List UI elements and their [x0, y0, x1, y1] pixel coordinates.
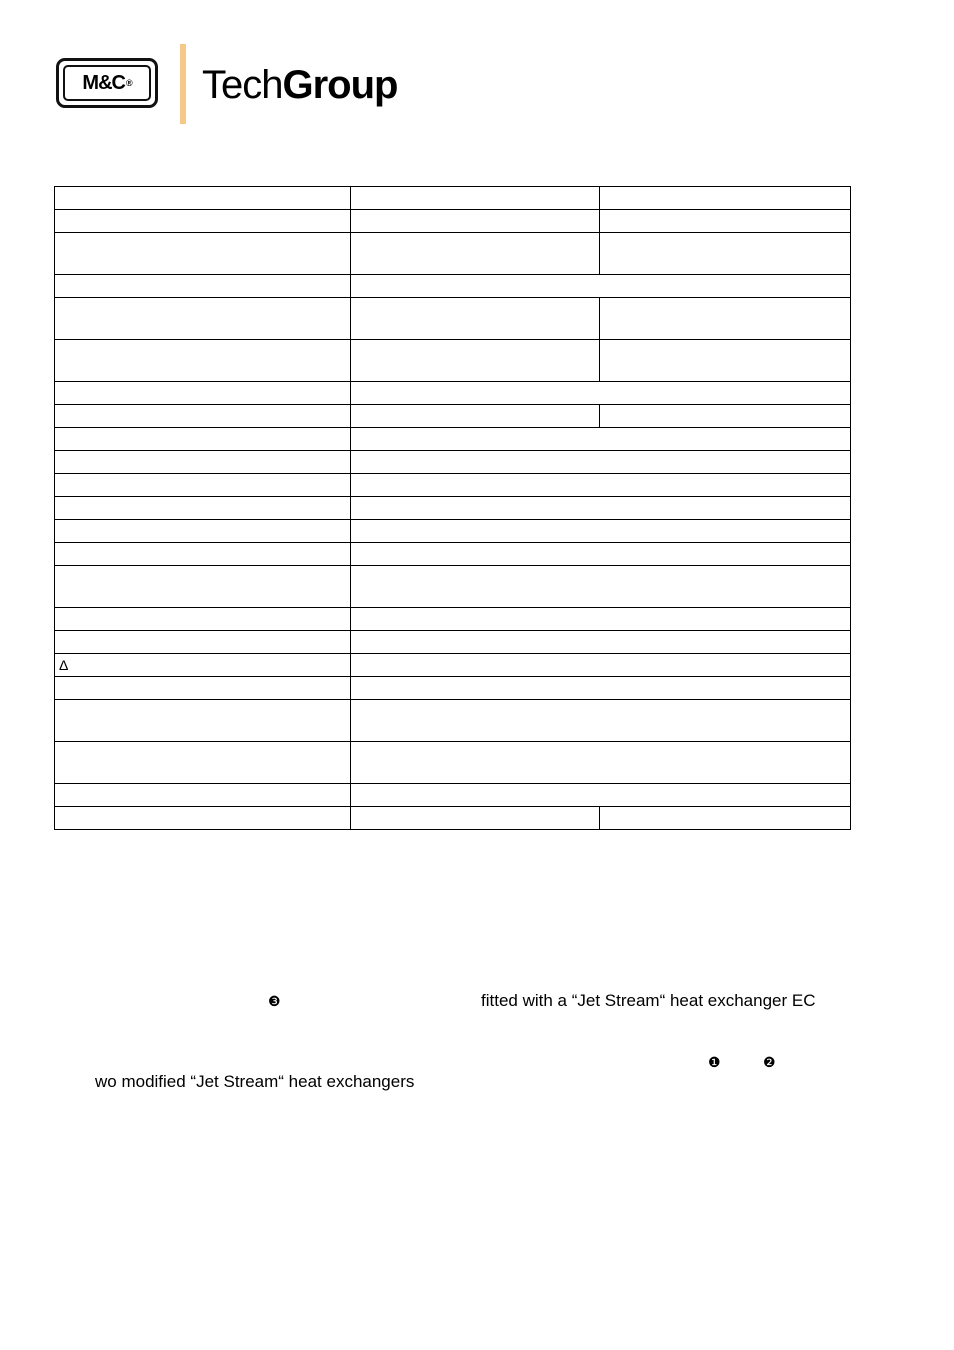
marker-3-icon: ❸	[268, 993, 281, 1009]
table-row	[55, 275, 851, 298]
table-row	[55, 497, 851, 520]
table-row	[55, 608, 851, 631]
techgroup-wordmark	[202, 60, 397, 110]
table-row	[55, 566, 851, 608]
delta-cell: Δ	[55, 654, 351, 677]
mc-logo-inner	[63, 65, 151, 101]
mc-logo	[56, 58, 158, 108]
specification-table	[54, 186, 851, 830]
table-row	[55, 677, 851, 700]
table-row	[55, 210, 851, 233]
logo-tech: Tech	[202, 63, 283, 107]
table-row	[55, 451, 851, 474]
body-line-2: wo modified “Jet Stream“ heat exchangers	[95, 1072, 415, 1091]
table-row	[55, 405, 851, 428]
table-row	[55, 807, 851, 830]
table-row	[55, 631, 851, 654]
registered-mark: ®	[125, 78, 132, 88]
table-row	[55, 700, 851, 742]
table-row	[55, 520, 851, 543]
table-row	[55, 428, 851, 451]
table-row	[55, 340, 851, 382]
marker-2-icon: ❷	[763, 1054, 776, 1070]
table-row	[55, 382, 851, 405]
table-row	[55, 187, 851, 210]
table-row	[55, 742, 851, 784]
table-row	[55, 784, 851, 807]
table-row	[55, 543, 851, 566]
table-row	[55, 654, 851, 677]
table-row	[55, 474, 851, 497]
body-line-1: fitted with a “Jet Stream“ heat exchanger EC	[481, 991, 816, 1010]
logo-divider-bar	[180, 44, 186, 124]
logo-brand: M&C	[82, 71, 125, 94]
logo-group: Group	[282, 63, 398, 107]
table-row	[55, 298, 851, 340]
marker-1-icon: ❶	[708, 1054, 721, 1070]
table-row	[55, 233, 851, 275]
